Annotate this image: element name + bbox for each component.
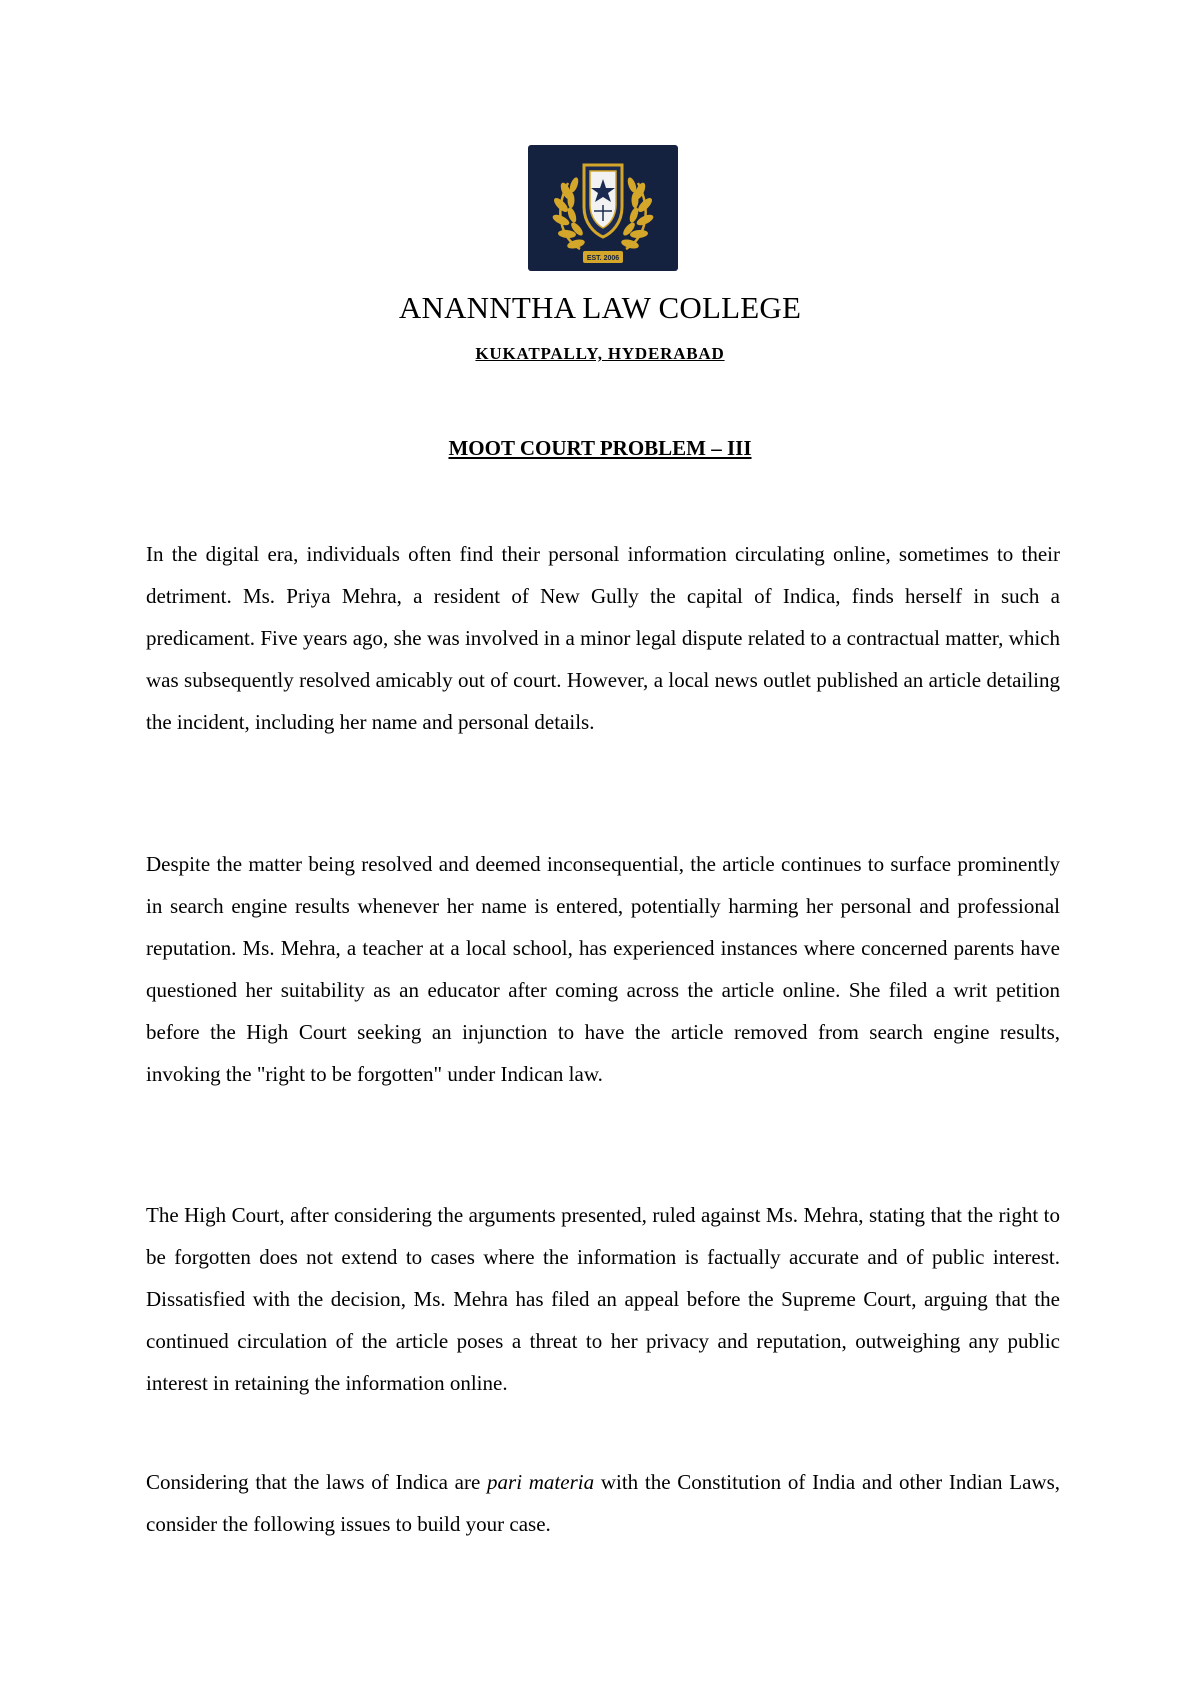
college-location: KUKATPALLY, HYDERABAD bbox=[475, 344, 725, 363]
instructions-text-start: Considering that the laws of Indica are bbox=[146, 1470, 488, 1494]
problem-title: MOOT COURT PROBLEM – III bbox=[448, 436, 752, 460]
paragraph-appeal: The High Court, after considering the arguments presented, ruled against Ms. Mehra, stating that the right to be forgotten does not extend to cases where the information is factually accurate and of public interest. Dissatisfied with the decision, Ms. Mehra has filed an appeal before the Supreme Court, arguing that the continued circulation of the article poses a threat to her privacy and reputation, outweighing any public interest in retaining the information online. bbox=[146, 1203, 1060, 1395]
paragraph-instructions bbox=[146, 1461, 1060, 1545]
college-name: ANANNTHA LAW COLLEGE bbox=[398, 290, 802, 325]
paragraph-petition: Despite the matter being resolved and deemed inconsequential, the article continues to surface prominently in search engine results whenever her name is entered, potentially harming her personal and professional reputation. Ms. Mehra, a teacher at a local school, has experienced instances where concerned parents have questioned her suitability as an educator after coming across the article online. She filed a writ petition before the High Court seeking an injunction to have the article removed from search engine results, invoking the "right to be forgotten" under Indican law. bbox=[146, 852, 1060, 1086]
college-logo bbox=[528, 145, 678, 271]
instructions-text-end: with the Constitution of India and other Indian Laws, consider the following issues to build your case. bbox=[146, 1470, 1060, 1536]
laurel-crest-icon bbox=[528, 145, 678, 271]
paragraph-intro: In the digital era, individuals often find their personal information circulating online, sometimes to their detriment. Ms. Priya Mehra, a resident of New Gully the capital of Indica, finds herself in such a predicament. Five years ago, she was involved in a minor legal dispute related to a contractual matter, which was subsequently resolved amicably out of court. However, a local news outlet published an article detailing the incident, including her name and personal details. bbox=[146, 542, 1060, 734]
instructions-italic-term: pari materia bbox=[487, 1470, 595, 1494]
logo-established-text: EST. 2006 bbox=[586, 255, 620, 262]
